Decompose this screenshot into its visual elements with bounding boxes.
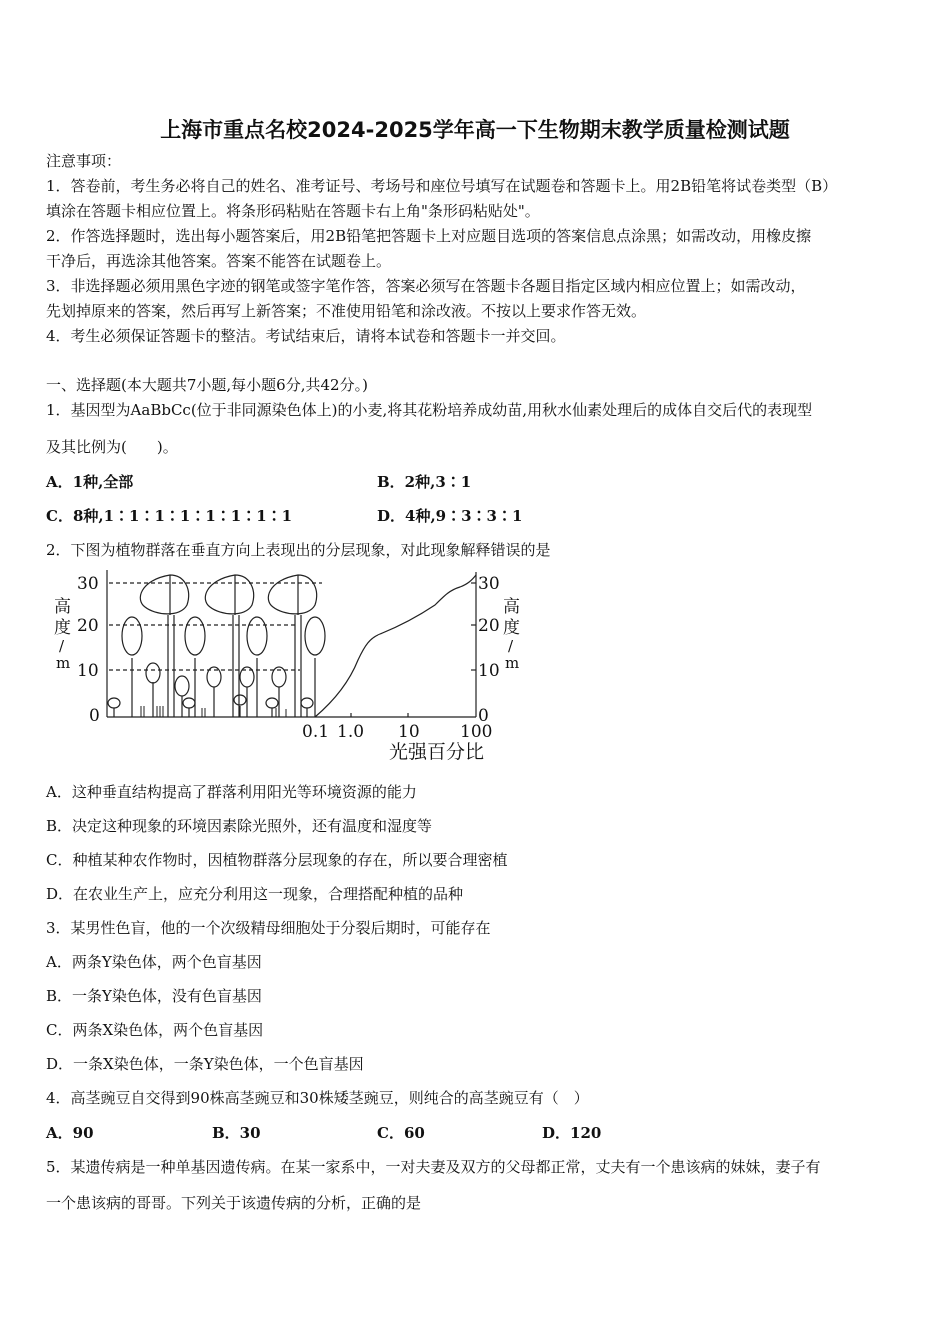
herb [108, 698, 120, 717]
small-tree [240, 667, 254, 717]
x-tick: 0.1 [302, 722, 330, 742]
right-y-tick-30: 30 [478, 574, 500, 594]
q2-option-d: D．在农业生产上，应充分利用这一现象，合理搭配种植的品种 [46, 885, 464, 903]
right-y-tick-10: 10 [478, 661, 500, 681]
q4-option-c: C．60 [377, 1124, 425, 1142]
light-intensity-curve [315, 575, 476, 717]
notice-line: 2．作答选择题时，选出每小题答案后，用2B铅笔把答题卡上对应题目选项的答案信息点涂黑；如需改动，用橡皮擦 [46, 227, 812, 245]
left-axis-label: m [56, 654, 71, 672]
stratification-figure [40, 560, 540, 770]
q4-option-a: A．90 [46, 1124, 94, 1142]
section-heading: 一、选择题(本大题共7小题,每小题6分,共42分。) [46, 376, 368, 394]
notice-line: 干净后，再选涂其他答案。答案不能答在试题卷上。 [46, 252, 392, 270]
y-tick-30: 30 [77, 574, 99, 594]
y-tick-20: 20 [77, 616, 99, 636]
herb [301, 698, 313, 717]
herb [183, 698, 195, 717]
small-tree [175, 676, 189, 717]
question-1-stem-cont: 及其比例为( )。 [46, 438, 178, 456]
left-axis-label: 高 [54, 597, 71, 617]
q1-option-b: B．2种,3∶1 [377, 473, 472, 491]
x-axis-label: 光强百分比 [389, 741, 485, 763]
tall-tree [205, 575, 253, 717]
question-4-stem: 4．高茎豌豆自交得到90株高茎豌豆和30株矮茎豌豆，则纯合的高茎豌豆有（ ） [46, 1089, 589, 1107]
notice-line: 4．考生必须保证答题卡的整洁。考试结束后，请将本试卷和答题卡一并交回。 [46, 327, 566, 345]
q2-option-b: B．决定这种现象的环境因素除光照外，还有温度和湿度等 [46, 817, 433, 835]
q2-option-c: C．种植某种农作物时，因植物群落分层现象的存在，所以要合理密植 [46, 851, 508, 869]
q1-option-d: D．4种,9∶3∶3∶1 [377, 507, 523, 525]
question-1-stem: 1．基因型为AaBbCc(位于非同源染色体上)的小麦,将其花粉培养成幼苗,用秋水仙素处理后的成体自交后代的表现型 [46, 401, 813, 419]
right-y-tick-0: 0 [478, 706, 489, 726]
q2-option-a: A．这种垂直结构提高了群落利用阳光等环境资源的能力 [46, 783, 417, 801]
mid-tree [247, 617, 267, 717]
small-tree [272, 667, 286, 717]
y-tick-0: 0 [89, 706, 100, 726]
page-title: 上海市重点名校2024-2025学年高一下生物期末教学质量检测试题 [160, 118, 790, 142]
right-ticks [351, 583, 476, 717]
notice-line: 先划掉原来的答案，然后再写上新答案；不准使用铅笔和涂改液。不按以上要求作答无效。 [46, 302, 647, 320]
q4-option-b: B．30 [212, 1124, 261, 1142]
left-axis-label: 度 [54, 618, 71, 638]
right-axis-label: 度 [503, 618, 520, 638]
q3-option-a: A．两条Y染色体，两个色盲基因 [46, 953, 262, 971]
y-tick-10: 10 [77, 661, 99, 681]
herb [234, 695, 246, 717]
question-5-stem: 5．某遗传病是一种单基因遗传病。在某一家系中，一对夫妻及双方的父母都正常，丈夫有一个患该病的妹妹，妻子有 [46, 1158, 821, 1176]
q3-option-d: D．一条X染色体，一条Y染色体，一个色盲基因 [46, 1055, 364, 1073]
right-axis-label: m [505, 654, 520, 672]
q3-option-b: B．一条Y染色体，没有色盲基因 [46, 987, 262, 1005]
question-5-stem-cont: 一个患该病的哥哥。下列关于该遗传病的分析，正确的是 [46, 1194, 422, 1212]
x-tick: 100 [460, 722, 493, 742]
small-tree [146, 663, 160, 717]
notice-line: 填涂在答题卡相应位置上。将条形码粘贴在答题卡右上角"条形码粘贴处"。 [46, 202, 540, 220]
question-2-stem: 2．下图为植物群落在垂直方向上表现出的分层现象，对此现象解释错误的是 [46, 541, 551, 559]
notice-line: 1．答卷前，考生务必将自己的姓名、准考证号、考场号和座位号填写在试题卷和答题卡上。用2B铅笔将试卷类型（B） [46, 177, 838, 195]
right-axis-label: 高 [503, 597, 520, 617]
q4-option-d: D．120 [542, 1124, 602, 1142]
mid-tree [122, 617, 142, 717]
x-tick: 1.0 [337, 722, 365, 742]
mid-tree [305, 617, 325, 717]
right-axis-label: / [508, 637, 514, 655]
q3-option-c: C．两条X染色体，两个色盲基因 [46, 1021, 264, 1039]
right-y-tick-20: 20 [478, 616, 500, 636]
question-3-stem: 3．某男性色盲，他的一个次级精母细胞处于分裂后期时，可能存在 [46, 919, 491, 937]
left-axis-label: / [59, 637, 65, 655]
q1-option-a: A．1种,全部 [46, 473, 134, 491]
notice-heading: 注意事项： [46, 152, 122, 170]
x-tick: 10 [398, 722, 420, 742]
q1-option-c: C．8种,1∶1∶1∶1∶1∶1∶1∶1 [46, 507, 293, 525]
small-tree [207, 667, 221, 717]
notice-line: 3．非选择题必须用黑色字迹的钢笔或签字笔作答，答案必须写在答题卡各题目指定区域内相应位置上；如需改动， [46, 277, 806, 295]
tall-tree [268, 575, 316, 717]
